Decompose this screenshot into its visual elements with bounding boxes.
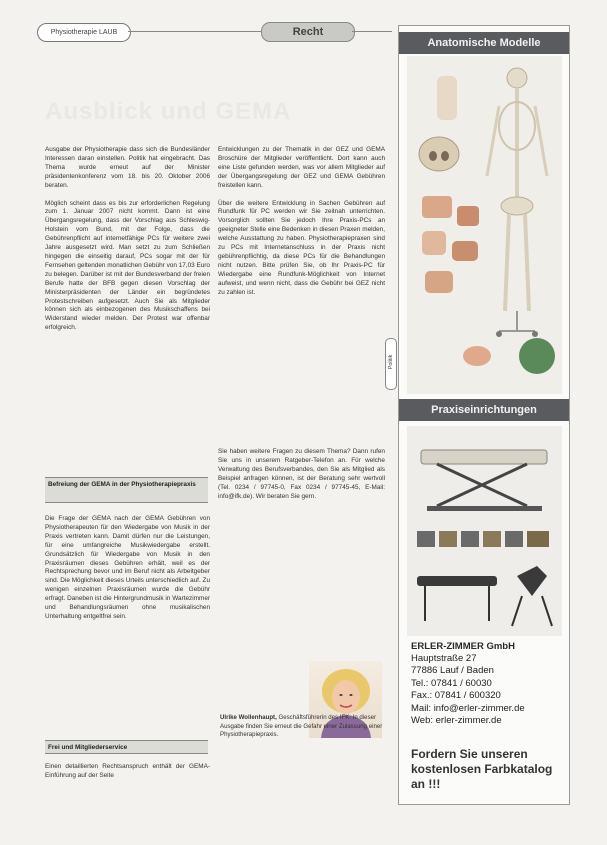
ad-header-models: Anatomische Modelle: [399, 32, 569, 54]
header-rule-right: [352, 31, 392, 32]
anatomy-models-image: [407, 56, 562, 394]
article-column-1: [45, 146, 210, 342]
paragraph: Die Frage der GEMA nach der GEMA Gebühren von Physiotherapeuten für den Wiedergabe von Musik in der Praxis vertreten kann. Damit dürfen nur die Leistungen, für eine umfangreiche Musikwiedergabe erstellt. Grundsätzlich für Wiedergabe von Musik in den Praxisräumen dieses Gebühren erhält, weil es der Rechtsprechung bevor und im Beruf nicht als Arbeitgeber sind. Die Möglichkeit dieses Urteils unterschiedlich auf. Zu wenigen einzelnen Praxisräumen wurde die Gebühr erfragt. Daneben ist die Hintergrundmusik in Wartezimmer und Behandlungsräumen ohne musikalischen Unterhaltung entgeltfrei sein.: [45, 515, 210, 620]
article-title: Ausblick und GEMA: [45, 98, 292, 125]
article-column-2: [218, 146, 385, 307]
mail-line: Mail: info@erler-zimmer.de: [411, 702, 525, 714]
equipment-illustration: [407, 426, 562, 636]
address-line: 77886 Lauf / Baden: [411, 665, 494, 677]
company-name: ERLER-ZIMMER GmbH: [411, 641, 515, 652]
paragraph: Einen detaillierten Rechtsanspruch enthält der GEMA-Einführung auf der Seite: [45, 763, 210, 779]
fax-line: Fax.: 07841 / 600320: [411, 690, 501, 702]
side-tab: [385, 338, 397, 390]
subhead-box: Befreiung der GEMA in der Physiotherapiepraxis: [45, 477, 208, 503]
portrait-caption: [220, 714, 383, 740]
catalog-call-to-action: Fordern Sie unseren kostenlosen Farbkatalog an !!!: [411, 747, 553, 791]
phone-line: Tel.: 07841 / 60030: [411, 677, 492, 689]
paragraph: Über die weitere Entwicklung in Sachen Gebühren auf Rundfunk für PC werden wir Sie zeitnah unterrichten. Vorsorglich sollten Sie jedoch Ihre Praxis-PCs an geeigneter Stelle eine Bedenken in diesen Praxen melden, welche Ausstattung zu haben. Physiotherapiepraxen sind zu PCs mit Internetanschluss in der Praxis nicht gebührenpflichtig, da diese PCs für die Behandlungen nicht nutzen. Bitte prüfen Sie, ob Ihr Praxis-PC für Wiedergabe eine Rundfunk-Möglichkeit von Internet aufweist, und wenn nicht, dass die Gebühr bei GEZ nicht zu zahlen ist.: [218, 199, 385, 296]
address-line: Hauptstraße 27: [411, 653, 477, 664]
magazine-label: Physiotherapie LAUB: [37, 23, 131, 42]
skeleton-illustration: [407, 56, 562, 394]
advertisement: [398, 25, 570, 805]
practice-equipment-image: [407, 426, 562, 636]
paragraph: Entwicklungen zu der Thematik in der GEZ und GEMA Broschüre der Mitglieder veröffentlicht. Dort kann auch eine Liste gefunden werden, was vor allem Mitglieder auf der Übergangsregelung der GEZ und GEMA Gebühren freistellen kann.: [218, 146, 385, 189]
section-tab: Recht: [261, 22, 355, 42]
article-column-3: [45, 515, 210, 631]
ad-header-equipment: Praxiseinrichtungen: [399, 399, 569, 421]
article-column-5: [218, 448, 385, 510]
article-column-4: [45, 763, 210, 790]
side-tab-label: Politik: [388, 354, 394, 370]
paragraph: Ausgabe der Physiotherapie dass sich die Bundesländer Interessen daran einstellen. Politik hat eingebracht. Das Thema wurde erneut auf der Minister präsidentenkonferenz vom 18. bis 20. Oktober 2006 beraten.: [45, 146, 210, 189]
paragraph: Sie haben weitere Fragen zu diesem Thema? Dann rufen Sie uns in unserem Ratgeber-Telefon an. Für welche Verwaltung des Berufsverbandes, den Sie als Mitglied als Beispiel anfragen können, ist der Beratung sehr wertvoll (Tel. 0234 / 97745-0, Fax 0234 / 97745-45, E-Mail: info@ifk.de). Wir beraten Sie gern.: [218, 448, 385, 500]
caption-name: Ulrike Wollenhaupt,: [220, 714, 277, 721]
company-contact: [411, 641, 566, 727]
caption-text: Geschäftsführerin des IFK: In dieser Ausgabe finden Sie erneut die Gefahr einer Zulassung einer Physiotherapiepraxis.: [220, 714, 383, 739]
subhead-box: Frei und Mitgliederservice: [45, 740, 208, 754]
header-rule: [128, 31, 261, 32]
paragraph: Möglich scheint dass es bis zur erforderlichen Regelung zum 1. Januar 2007 nicht kommt. Dann ist eine Übergangsregelung, dass der Vorschlag aus Schleswig-Holstein vom Bund, mit der Folge, dass die Gebührenpflicht auf internetfähige PCs für weitere zwei Jahre ausgesetzt wird. Man setzt zu zum Schließen hingegen die einseitig darauf, PCs sogar mit der für Fernsehen geltenden monatlichen Gebühr von 17,03 Euro zu belegen. Darüber ist mit der Bundesverband der freien Berufe hatte der BFB gegen diesen Vorschlag der Ministerpräsidenten der Länder ein begründetes Protestschreiben aufgesetzt. Auch Sie als Mitglieder können sich als einbezogenen des Musikschaffens bei Widerstand wieder melden. Der Protest war offenbar erfolgreich.: [45, 199, 210, 332]
web-line: Web: erler-zimmer.de: [411, 715, 502, 727]
